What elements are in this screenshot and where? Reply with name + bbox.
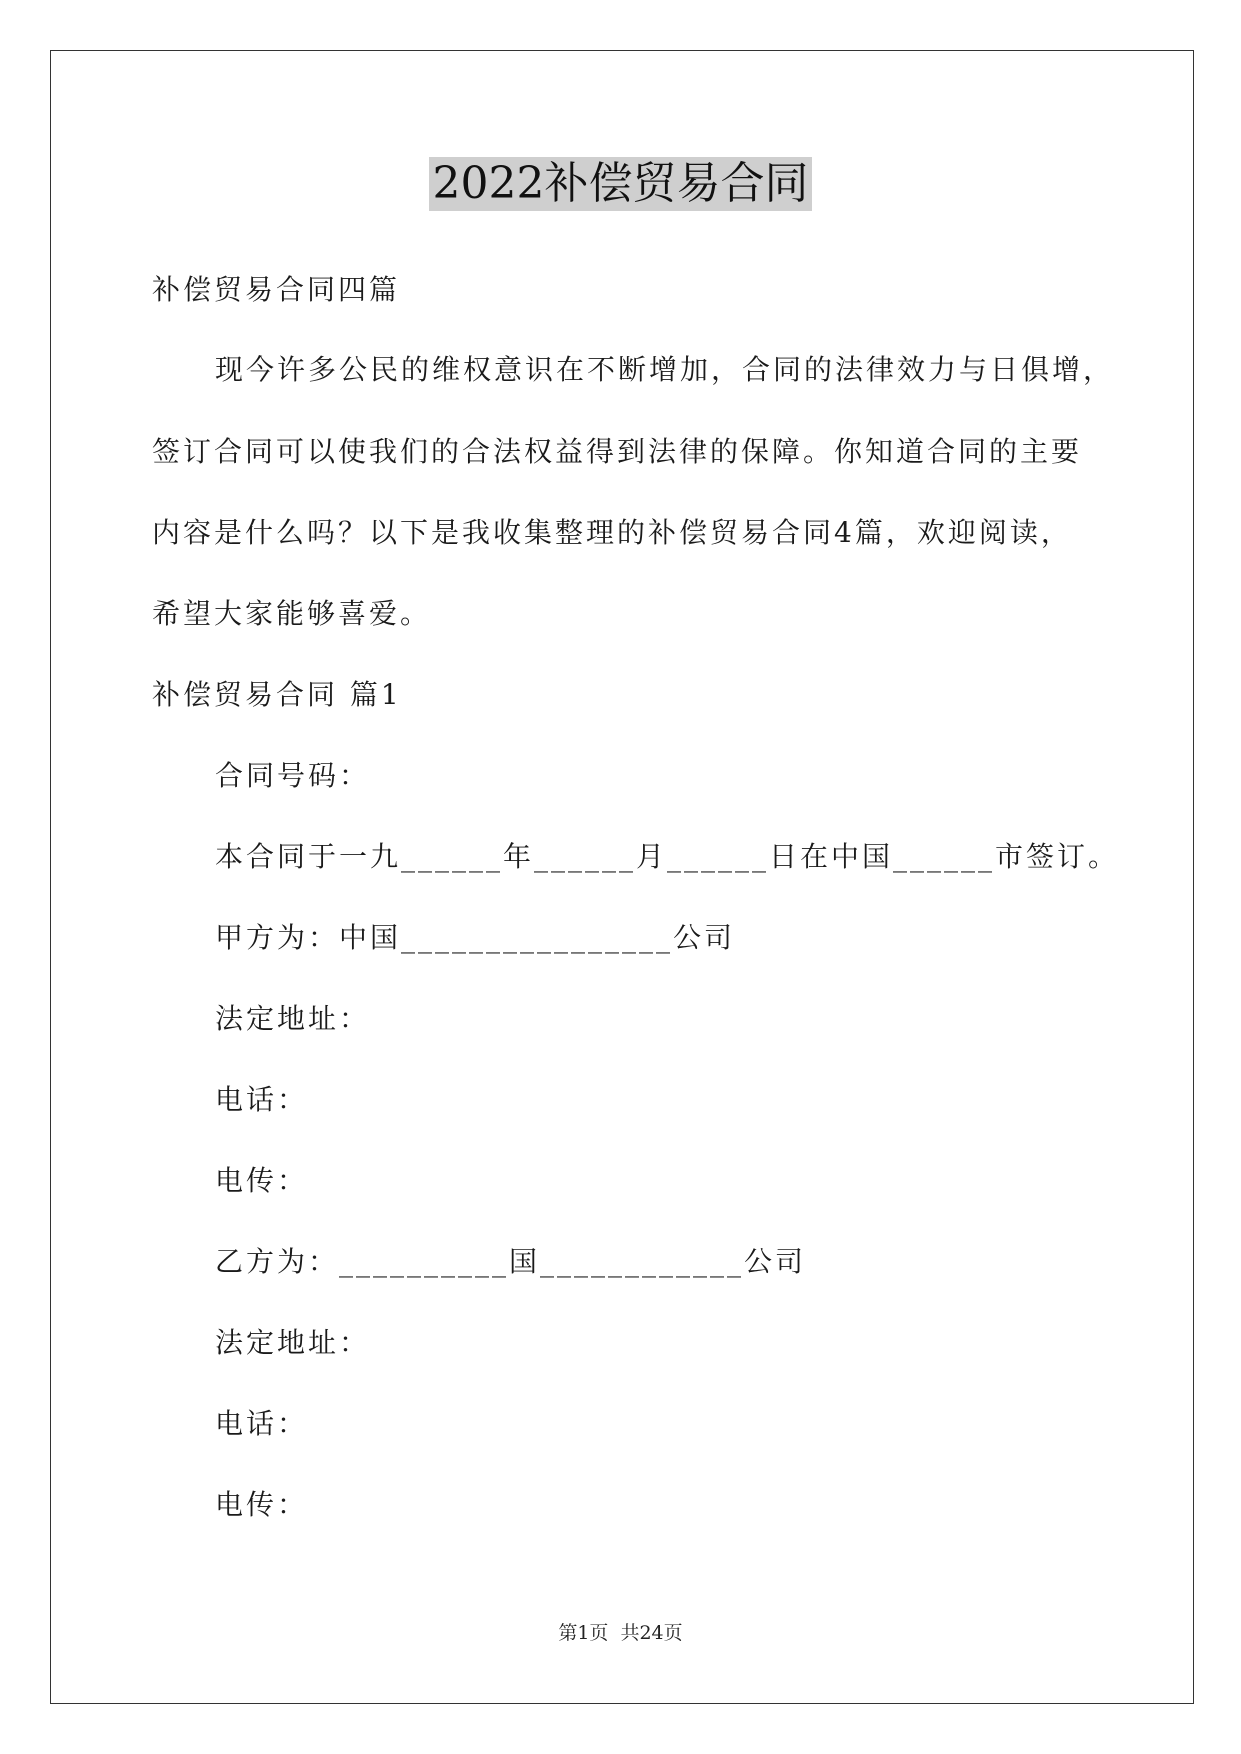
- party-b-line: 乙方为：__________国____________公司: [215, 1245, 807, 1278]
- party-b-telex-label: 电传：: [215, 1488, 309, 1521]
- document-subtitle: 补偿贸易合同四篇: [152, 273, 401, 306]
- intro-paragraph-line: 希望大家能够喜爱。: [152, 597, 432, 630]
- party-a-line: 甲方为：中国________________公司: [215, 921, 736, 954]
- party-b-phone-label: 电话：: [215, 1407, 309, 1440]
- page-total: 共24页: [620, 1622, 683, 1644]
- document-title: 2022补偿贸易合同: [429, 157, 813, 211]
- intro-paragraph-line: 内容是什么吗？以下是我收集整理的补偿贸易合同4篇，欢迎阅读，: [152, 516, 1072, 549]
- contract-date-line: 本合同于一九______年______月______日在中国______市签订。: [215, 840, 1120, 873]
- section-heading: 补偿贸易合同 篇1: [152, 678, 402, 711]
- party-a-address-label: 法定地址：: [215, 1002, 371, 1035]
- intro-paragraph-line: 签订合同可以使我们的合法权益得到法律的保障。你知道合同的主要: [152, 435, 1083, 468]
- party-a-telex-label: 电传：: [215, 1164, 309, 1197]
- party-a-phone-label: 电话：: [215, 1083, 309, 1116]
- party-b-address-label: 法定地址：: [215, 1326, 371, 1359]
- page-footer: [0, 1618, 1241, 1645]
- contract-number-label: 合同号码：: [215, 759, 371, 792]
- page-number: 第1页: [558, 1622, 609, 1644]
- intro-paragraph-line: 现今许多公民的维权意识在不断增加，合同的法律效力与日俱增，: [215, 353, 1115, 386]
